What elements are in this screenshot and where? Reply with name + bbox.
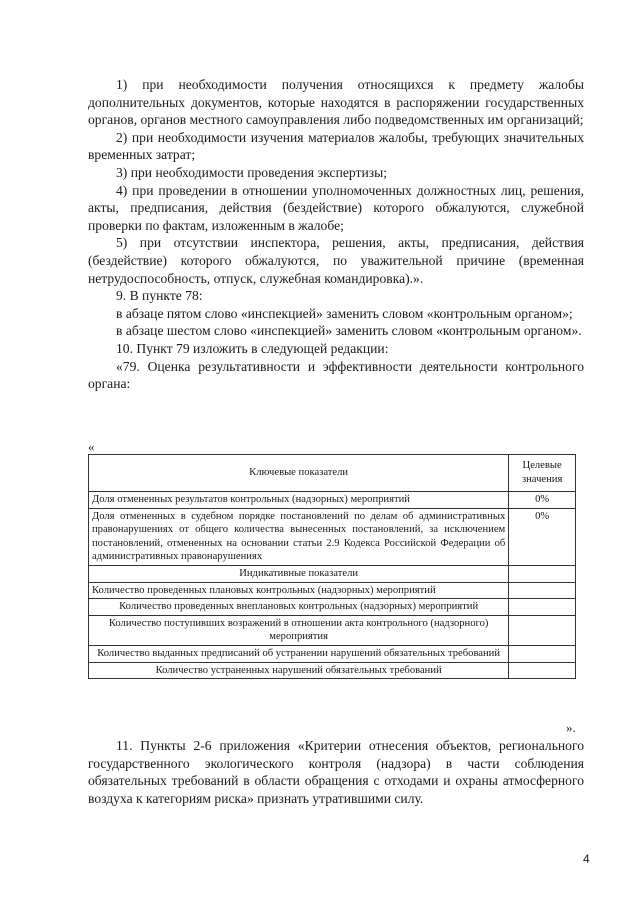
- indicative-indicator: Количество выданных предписаний об устранении нарушений обязательных требований: [89, 645, 509, 662]
- paragraph: 3) при необходимости проведения экспертизы;: [116, 164, 387, 180]
- paragraph: 2) при необходимости изучения материалов жалобы, требующих значительных временных затрат;: [88, 129, 584, 163]
- paragraph: 10. Пункт 79 изложить в следующей редакции:: [116, 340, 389, 356]
- paragraph: 11. Пункты 2-6 приложения «Критерии отнесения объектов, регионального государственного экологического контроля (надзора) в части соблюдения обязательных требований в области обращения с отходами и охраны атмосферного воздуха к категориям риска» признать утратившими силу.: [88, 738, 584, 806]
- key-indicator-value: 0%: [509, 492, 576, 509]
- key-indicator-name: Доля отмененных в судебном порядке постановлений по делам об административных правонарушениях от общего количества вынесенных постановлений, за исключением постановлений, отмененных на основании статьи 2.9 Кодекса Российской Федерации об административных правонарушениях: [89, 508, 509, 565]
- key-indicator-name: Доля отмененных результатов контрольных (надзорных) мероприятий: [89, 492, 509, 509]
- header-indicators: Ключевые показатели: [89, 455, 509, 492]
- paragraph: 5) при отсутствии инспектора, решения, акты, предписания, действия (бездействие) которого обжалуются, по уважительной причине (временная нетрудоспособность, отпуск, служебная командировка).».: [88, 235, 584, 286]
- paragraph: «79. Оценка результативности и эффективности деятельности контрольного органа:: [88, 358, 584, 392]
- indicative-header: Индикативные показатели: [89, 565, 509, 582]
- paragraph: 1) при необходимости получения относящихся к предмету жалобы дополнительных документов, которые находятся в распоряжении государственных органов, органов местного самоуправления либо подведомственных им организаций;: [88, 77, 584, 128]
- open-quote: «: [88, 439, 95, 454]
- table-row: [89, 508, 576, 565]
- paragraph: в абзаце пятом слово «инспекцией» заменить словом «контрольным органом»;: [116, 305, 573, 321]
- empty-cell: [509, 645, 576, 662]
- final-text: [88, 737, 584, 807]
- empty-cell: [509, 565, 576, 582]
- table-row: [89, 599, 576, 616]
- page-number: 4: [583, 852, 590, 866]
- paragraph: 4) при проведении в отношении уполномоченных должностных лиц, решения, акты, предписания, действия (бездействие) которого обжалуются, служебной проверки по фактам, изложенным в жалобе;: [88, 182, 584, 233]
- table-header-row: [89, 455, 576, 492]
- indicative-indicator: Количество проведенных плановых контрольных (надзорных) мероприятий: [89, 582, 509, 599]
- empty-cell: [509, 599, 576, 616]
- paragraph: в абзаце шестом слово «инспекцией» заменить словом «контрольным органом».: [116, 323, 582, 339]
- table-row: [89, 662, 576, 679]
- indicative-indicator: Количество проведенных внеплановых контрольных (надзорных) мероприятий: [89, 599, 509, 616]
- close-quote: ».: [566, 720, 576, 735]
- indicators-table: [88, 454, 576, 679]
- paragraph: 9. В пункте 78:: [116, 288, 203, 304]
- indicative-indicator: Количество поступивших возражений в отношении акта контрольного (надзорного) мероприятия: [89, 615, 509, 645]
- table-row: [89, 615, 576, 645]
- header-targets: Целевые значения: [509, 455, 576, 492]
- table-row: [89, 492, 576, 509]
- empty-cell: [509, 662, 576, 679]
- table-row: [89, 645, 576, 662]
- indicative-indicator: Количество устраненных нарушений обязательных требований: [89, 662, 509, 679]
- table-row: [89, 565, 576, 582]
- empty-cell: [509, 615, 576, 645]
- empty-cell: [509, 582, 576, 599]
- key-indicator-value: 0%: [509, 508, 576, 565]
- body-text: [88, 76, 584, 393]
- table-row: [89, 582, 576, 599]
